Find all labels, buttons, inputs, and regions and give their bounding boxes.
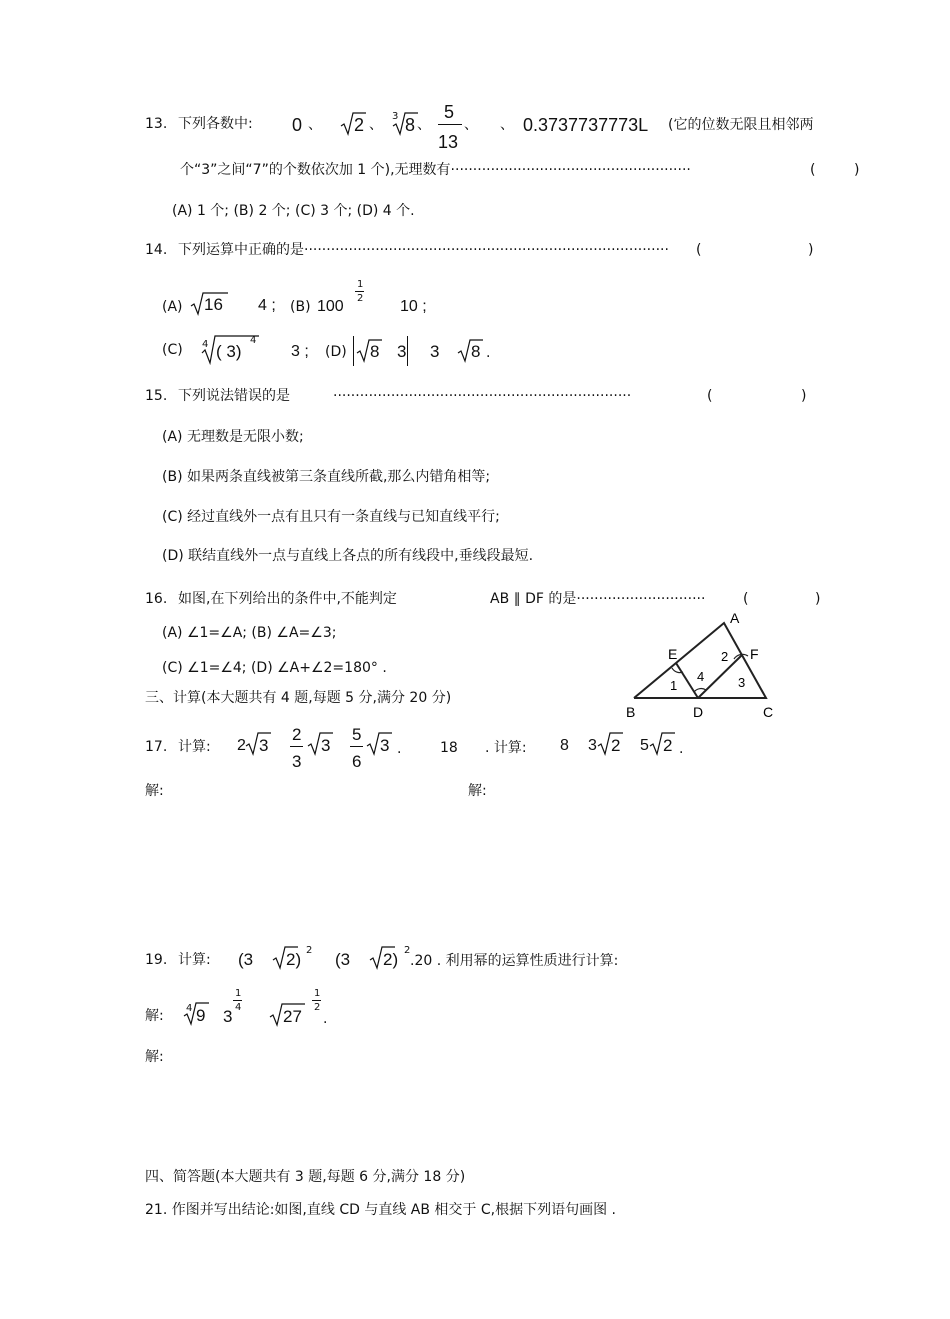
q21-text: 21. 作图并写出结论:如图,直线 CD 与直线 AB 相交于 C,根据下列语句画图 . (145, 1202, 616, 1218)
q20-radicand: 9 (196, 1006, 206, 1025)
q17-frac2-den: 6 (352, 752, 362, 771)
q13-answer-paren-left: ( (810, 162, 816, 178)
q17-radicand: 3 (259, 736, 269, 755)
q17-stem: 计算: (178, 739, 211, 755)
q16-options-cd: (C) ∠1=∠4; (D) ∠A+∠2=180° . (162, 660, 387, 676)
q16-answer-paren-left: ( (743, 591, 749, 607)
q13-sep: 、 (417, 117, 431, 133)
q20-solution-label: 解: (145, 1008, 164, 1024)
q18-stem: . 计算: (485, 740, 527, 756)
vertex-C: C (763, 704, 774, 720)
q15-option-a: (A) 无理数是无限小数; (162, 429, 304, 445)
q16-number: 16. (145, 591, 168, 607)
q13-answer-paren-right: ) (854, 162, 860, 178)
q14-d-radicand: 8 (370, 342, 380, 361)
vertex-D: D (693, 704, 704, 720)
q14-d-rest: 3 (430, 342, 440, 361)
vertex-F: F (750, 646, 759, 662)
q13-stem: 下列各数中: (178, 116, 253, 132)
q18-solution-label: 解: (468, 783, 487, 799)
q15-option-d: (D) 联结直线外一点与直线上各点的所有线段中,垂线段最短. (162, 548, 534, 564)
segment-ED (676, 663, 698, 698)
absolute-bar-left (353, 336, 354, 366)
q13-line2: 个“3”之间“7”的个数依次加 1 个),无理数有······················································ (180, 162, 691, 178)
q13-sep: 、 (500, 117, 514, 133)
q14-c-exp: 4 (250, 335, 257, 346)
q17-coef: 2 (237, 737, 246, 754)
q17-frac2-num: 5 (352, 725, 362, 744)
q14-answer-paren-left: ( (696, 242, 702, 258)
q14-number: 14. (145, 242, 168, 258)
angle-2: 2 (721, 649, 729, 664)
q19-tail: .20 . 利用幂的运算性质进行计算: (410, 953, 619, 969)
q14-d-radicand2: 8 (471, 342, 481, 361)
q19-number: 19. (145, 952, 168, 968)
q16-answer-paren-right: ) (815, 591, 821, 607)
section-3-heading: 三、计算(本大题共有 4 题,每题 5 分,满分 20 分) (145, 690, 452, 706)
q14-c-index: 4 (202, 339, 209, 350)
q13-number: 13. (145, 116, 168, 132)
q17-frac1-den: 3 (292, 752, 302, 771)
q17-radicand: 3 (321, 736, 331, 755)
q13-frac-den: 13 (438, 132, 459, 152)
vertex-A: A (730, 610, 740, 626)
angle-3: 3 (738, 675, 746, 690)
q14-stem: 下列运算中正确的是·················································································· (178, 242, 669, 258)
q20-exp-den: 4 (235, 1002, 242, 1013)
q17-frac1-num: 2 (292, 725, 302, 744)
q14-c-inner: ( 3) (216, 342, 242, 361)
q14-c-rest: 3 ; (291, 343, 309, 360)
q14-d-mid: 3 (397, 342, 407, 361)
vertex-E: E (668, 646, 678, 662)
section-4-heading: 四、简答题(本大题共有 3 题,每题 6 分,满分 18 分) (145, 1169, 466, 1185)
q19-paren-open: (3 (238, 950, 254, 969)
fraction-bar (233, 1000, 242, 1001)
q17-end: . (397, 741, 402, 757)
q18-radicand1: 2 (611, 736, 621, 755)
q20-radicand2: 27 (283, 1007, 302, 1026)
q16-options-ab: (A) ∠1=∠A; (B) ∠A=∠3; (162, 625, 337, 641)
absolute-bar-right (407, 336, 408, 366)
q13-sep: 、 (369, 117, 383, 133)
q18-number: 18 (440, 740, 458, 756)
q14-b-exp-den: 2 (357, 293, 364, 304)
q15-answer-paren-right: ) (801, 388, 807, 404)
vertex-B: B (626, 704, 636, 720)
q13-sqrt2-radicand: 2 (354, 115, 365, 135)
q19-exponent: 2 (306, 945, 313, 956)
q19-exponent: 2 (404, 945, 411, 956)
q15-dots: ··································································· (333, 388, 632, 404)
q16-stem: 如图,在下列给出的条件中,不能判定 (178, 591, 397, 607)
q18-end: . (679, 741, 684, 757)
q15-stem: 下列说法错误的是 (178, 388, 290, 404)
q15-option-b: (B) 如果两条直线被第三条直线所截,那么内错角相等; (162, 469, 491, 485)
q18-radicand2: 2 (663, 736, 673, 755)
q15-number: 15. (145, 388, 168, 404)
fraction-bar (350, 746, 363, 747)
fraction-bar (312, 1000, 321, 1001)
q13-zero: 0 (292, 115, 303, 135)
q14-answer-paren-right: ) (808, 242, 814, 258)
q19-radicand: 2) (383, 950, 399, 969)
q14-d-end: . (486, 345, 491, 361)
q13-decimal: 0.3737737773L (523, 115, 649, 135)
q20-end: . (323, 1011, 328, 1027)
q13-sep: 、 (464, 117, 478, 133)
q20-base: 3 (223, 1007, 233, 1026)
q13-cbrt8-radicand: 8 (405, 115, 416, 135)
q20-answer-label: 解: (145, 1049, 164, 1065)
triangle-outline (634, 623, 766, 698)
q14-b-exp-num: 1 (357, 279, 364, 290)
angle-1: 1 (670, 678, 678, 693)
segment-DF (698, 655, 742, 698)
q15-answer-paren-left: ( (707, 388, 713, 404)
q20-exp-num: 1 (235, 988, 242, 999)
q17-solution-label: 解: (145, 783, 164, 799)
fraction-bar (355, 291, 364, 292)
q17-number: 17. (145, 739, 168, 755)
q14-b-rest: 10 ; (400, 298, 427, 315)
q18-coef1: 3 (588, 737, 597, 754)
q19-paren-open: (3 (335, 950, 351, 969)
q13-frac-num: 5 (444, 102, 455, 122)
angle-4: 4 (697, 669, 705, 684)
q17-radicand: 3 (380, 736, 390, 755)
q14-c-label: (C) (162, 342, 183, 358)
q18-term-a: 8 (560, 737, 569, 754)
fraction-bar (438, 124, 462, 125)
q13-cbrt-index: 3 (392, 111, 399, 122)
q20-root-index: 4 (186, 1003, 193, 1014)
q19-stem: 计算: (178, 952, 211, 968)
q14-a-rest: 4 ; (258, 297, 276, 314)
q14-d-label: (D) (325, 344, 347, 360)
q18-coef2: 5 (640, 737, 649, 754)
q19-radicand: 2) (286, 950, 302, 969)
q15-option-c: (C) 经过直线外一点有且只有一条直线与已知直线平行; (162, 509, 500, 525)
q13-note: (它的位数无限且相邻两 (668, 117, 814, 133)
triangle-figure (620, 606, 790, 726)
q14-a-radicand: 16 (204, 295, 223, 314)
q13-options: (A) 1 个; (B) 2 个; (C) 3 个; (D) 4 个. (172, 203, 415, 219)
fraction-bar (290, 746, 303, 747)
q14-b-label: (B) (290, 299, 311, 315)
q16-target: AB ∥ DF 的是····························· (490, 591, 706, 607)
q13-sep: 、 (308, 117, 322, 133)
q14-a-label: (A) (162, 299, 183, 315)
q14-b-base: 100 (317, 298, 344, 315)
q20-exp2-num: 1 (314, 988, 321, 999)
q20-exp2-den: 2 (314, 1002, 321, 1013)
